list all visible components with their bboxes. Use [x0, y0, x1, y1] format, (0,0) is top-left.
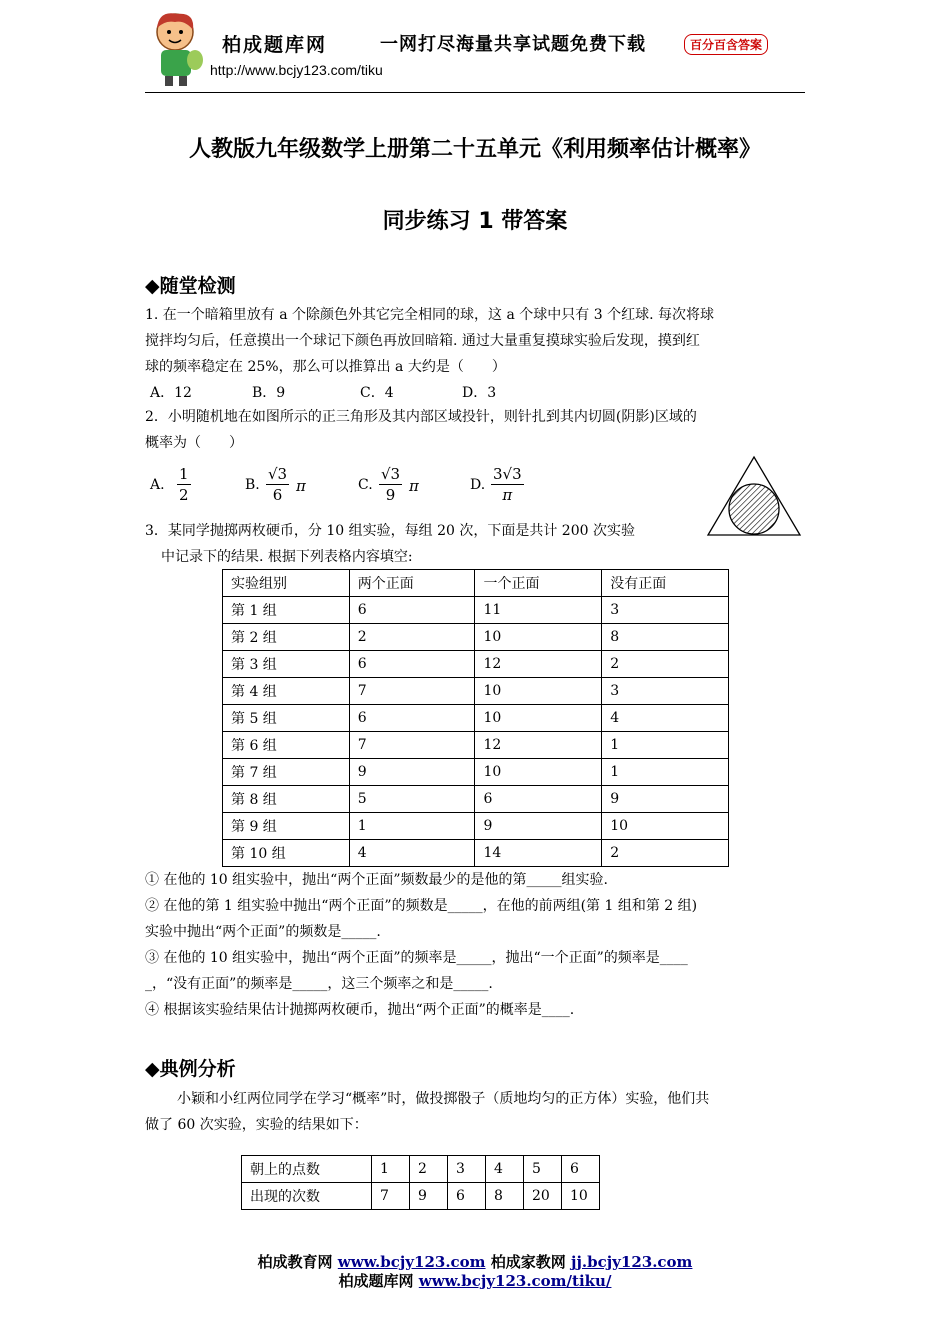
footer-site2-label: 柏成家教网 [490, 1253, 566, 1271]
table-cell: 1 [602, 732, 729, 759]
dice-results-table [241, 1155, 600, 1210]
section-heading-practice: ◆随堂检测 [145, 275, 236, 297]
header-url[interactable]: http://www.bcjy123.com/tiku [210, 62, 383, 78]
question-3 [145, 518, 705, 570]
example-line2: 做了 60 次实验，实验的结果如下： [145, 1117, 368, 1133]
table-row [223, 678, 729, 705]
q1-line2: 搅拌均匀后，任意摸出一个球记下颜色再放回暗箱. 通过大量重复摸球实验后发现，摸到红 [145, 333, 700, 349]
q3-sub3b: _，“没有正面”的频率是_____，这三个频率之和是_____. [145, 976, 493, 992]
table-row [223, 840, 729, 867]
q2-option-a-fraction [177, 464, 191, 505]
question-2 [145, 404, 807, 456]
header-divider [145, 92, 805, 93]
table-cell: 10 [475, 624, 602, 651]
table-cell: 10 [475, 705, 602, 732]
header-answer-tag: 百分百含答案 [684, 34, 768, 55]
footer-line1 [0, 1251, 950, 1272]
table-cell: 10 [562, 1183, 600, 1210]
q3-line2: 中记录下的结果. 根据下列表格内容填空: [161, 549, 413, 565]
q1-line3: 球的频率稳定在 25%，那么可以推算出 a 大约是（ ） [145, 359, 506, 375]
table-cell: 11 [475, 597, 602, 624]
table-cell: 两个正面 [349, 570, 475, 597]
q2-c-denominator: 9 [385, 486, 396, 504]
table-cell: 第 7 组 [223, 759, 350, 786]
table-cell: 第 8 组 [223, 786, 350, 813]
header-brand: 柏成题库网 [222, 34, 328, 56]
q2-a-denominator: 2 [179, 486, 189, 504]
table-cell: 2 [602, 651, 729, 678]
table-cell: 6 [349, 705, 475, 732]
table-cell: 14 [475, 840, 602, 867]
q2-b-denominator: 6 [272, 486, 283, 504]
coin-experiment-table [222, 569, 729, 867]
table-cell: 4 [486, 1156, 524, 1183]
dice-table-row [242, 1156, 600, 1183]
table-cell: 6 [562, 1156, 600, 1183]
table-cell: 第 10 组 [223, 840, 350, 867]
table-row [223, 732, 729, 759]
q2-option-b-label: B. [245, 477, 260, 493]
table-cell: 6 [349, 597, 475, 624]
table-cell: 6 [475, 786, 602, 813]
table-cell: 10 [602, 813, 729, 840]
table-row [223, 786, 729, 813]
triangle-incircle-figure [706, 455, 802, 539]
q2-a-numerator: 1 [179, 465, 189, 483]
q2-option-c-label: C. [358, 477, 373, 493]
table-cell: 4 [602, 705, 729, 732]
footer-site3-label: 柏成题库网 [338, 1272, 414, 1290]
q3-sub3a: ③ 在他的 10 组实验中，抛出“两个正面”的频率是_____，抛出“一个正面”的频率是____ [145, 950, 688, 966]
table-cell: 出现的次数 [242, 1183, 372, 1210]
q2-option-a-label: A. [150, 477, 165, 493]
table-cell: 6 [448, 1183, 486, 1210]
q2-d-denominator: π [502, 486, 513, 504]
q2-option-c-fraction [379, 464, 402, 505]
table-cell: 8 [486, 1183, 524, 1210]
header-slogan: 一网打尽海量共享试题免费下载 [380, 34, 646, 55]
q3-sub4: ④ 根据该实验结果估计抛掷两枚硬币，抛出“两个正面”的概率是____. [145, 1002, 575, 1018]
q2-c-numerator: √3 [381, 465, 401, 483]
table-cell: 12 [475, 732, 602, 759]
table-cell: 3 [602, 678, 729, 705]
q3-subquestions [145, 867, 807, 1023]
table-cell: 朝上的点数 [242, 1156, 372, 1183]
table-cell: 1 [602, 759, 729, 786]
q3-sub2a: ② 在他的第 1 组实验中抛出“两个正面”的频数是_____，在他的前两组(第 1 组和第 2 组) [145, 898, 698, 914]
table-cell: 没有正面 [602, 570, 729, 597]
table-row [223, 705, 729, 732]
table-cell: 2 [602, 840, 729, 867]
q2-line1: 2．小明随机地在如图所示的正三角形及其内部区域投针，则针扎到其内切圆(阴影)区域的 [145, 409, 697, 425]
table-cell: 第 3 组 [223, 651, 350, 678]
dice-table-row [242, 1183, 600, 1210]
table-cell: 2 [349, 624, 475, 651]
question-1 [145, 302, 807, 380]
table-cell: 9 [475, 813, 602, 840]
table-cell: 9 [349, 759, 475, 786]
q2-option-b-fraction [266, 464, 289, 505]
q2-b-numerator: √3 [268, 465, 288, 483]
footer-link-tiku[interactable]: www.bcjy123.com/tiku/ [418, 1272, 612, 1290]
q2-line2: 概率为（ ） [145, 435, 243, 451]
table-cell: 3 [602, 597, 729, 624]
q1-option-d: D．3 [462, 385, 497, 401]
page-title-line2: 同步练习 1 带答案 [382, 209, 568, 234]
footer-site1-label: 柏成教育网 [257, 1253, 333, 1271]
table-cell: 5 [349, 786, 475, 813]
table-cell: 5 [524, 1156, 562, 1183]
table-row [223, 813, 729, 840]
table-cell: 7 [349, 678, 475, 705]
q1-option-c: C．4 [360, 385, 394, 401]
table-cell: 第 9 组 [223, 813, 350, 840]
table-cell: 1 [372, 1156, 410, 1183]
q3-sub1: ① 在他的 10 组实验中，抛出“两个正面”频数最少的是他的第_____组实验. [145, 872, 608, 888]
table-cell: 10 [475, 678, 602, 705]
q1-option-b: B．9 [252, 385, 286, 401]
q2-option-d-fraction [491, 464, 524, 505]
table-cell: 第 6 组 [223, 732, 350, 759]
table-cell: 第 4 组 [223, 678, 350, 705]
table-row [223, 651, 729, 678]
table-cell: 12 [475, 651, 602, 678]
footer-link-tutor[interactable]: jj.bcjy123.com [571, 1253, 693, 1271]
q3-sub2b: 实验中抛出“两个正面”的频数是_____. [145, 924, 381, 940]
q1-line1: 1. 在一个暗箱里放有 a 个除颜色外其它完全相同的球，这 a 个球中只有 3 个红球. 每次将球 [145, 307, 715, 323]
table-row [223, 597, 729, 624]
q3-line1: 3．某同学抛掷两枚硬币，分 10 组实验，每组 20 次，下面是共计 200 次实验 [145, 523, 635, 539]
table-cell: 20 [524, 1183, 562, 1210]
table-cell: 实验组别 [223, 570, 350, 597]
table-cell: 9 [410, 1183, 448, 1210]
table-cell: 2 [410, 1156, 448, 1183]
table-cell: 3 [448, 1156, 486, 1183]
table-cell: 4 [349, 840, 475, 867]
table-row [223, 624, 729, 651]
table-cell: 10 [475, 759, 602, 786]
table-cell: 第 2 组 [223, 624, 350, 651]
q2-b-pi: π [296, 477, 306, 495]
table-row [223, 759, 729, 786]
q2-d-numerator: 3√3 [493, 465, 522, 483]
footer-line2 [0, 1270, 950, 1291]
table-header-row [223, 570, 729, 597]
table-cell: 7 [349, 732, 475, 759]
page-title-line1: 人教版九年级数学上册第二十五单元《利用频率估计概率》 [188, 137, 761, 162]
mascot-logo [145, 10, 213, 90]
section-heading-example: ◆典例分析 [145, 1058, 236, 1080]
table-cell: 一个正面 [475, 570, 602, 597]
table-cell: 7 [372, 1183, 410, 1210]
q1-option-a: A．12 [150, 385, 192, 401]
table-cell: 9 [602, 786, 729, 813]
table-cell: 1 [349, 813, 475, 840]
example-line1: 小颖和小红两位同学在学习“概率”时，做投掷骰子（质地均匀的正方体）实验，他们共 [177, 1091, 710, 1107]
table-cell: 8 [602, 624, 729, 651]
table-cell: 第 1 组 [223, 597, 350, 624]
table-cell: 6 [349, 651, 475, 678]
q2-option-d-label: D. [470, 477, 486, 493]
footer-link-main[interactable]: www.bcjy123.com [337, 1253, 486, 1271]
example-text [145, 1086, 807, 1138]
q2-c-pi: π [409, 477, 419, 495]
table-cell: 第 5 组 [223, 705, 350, 732]
